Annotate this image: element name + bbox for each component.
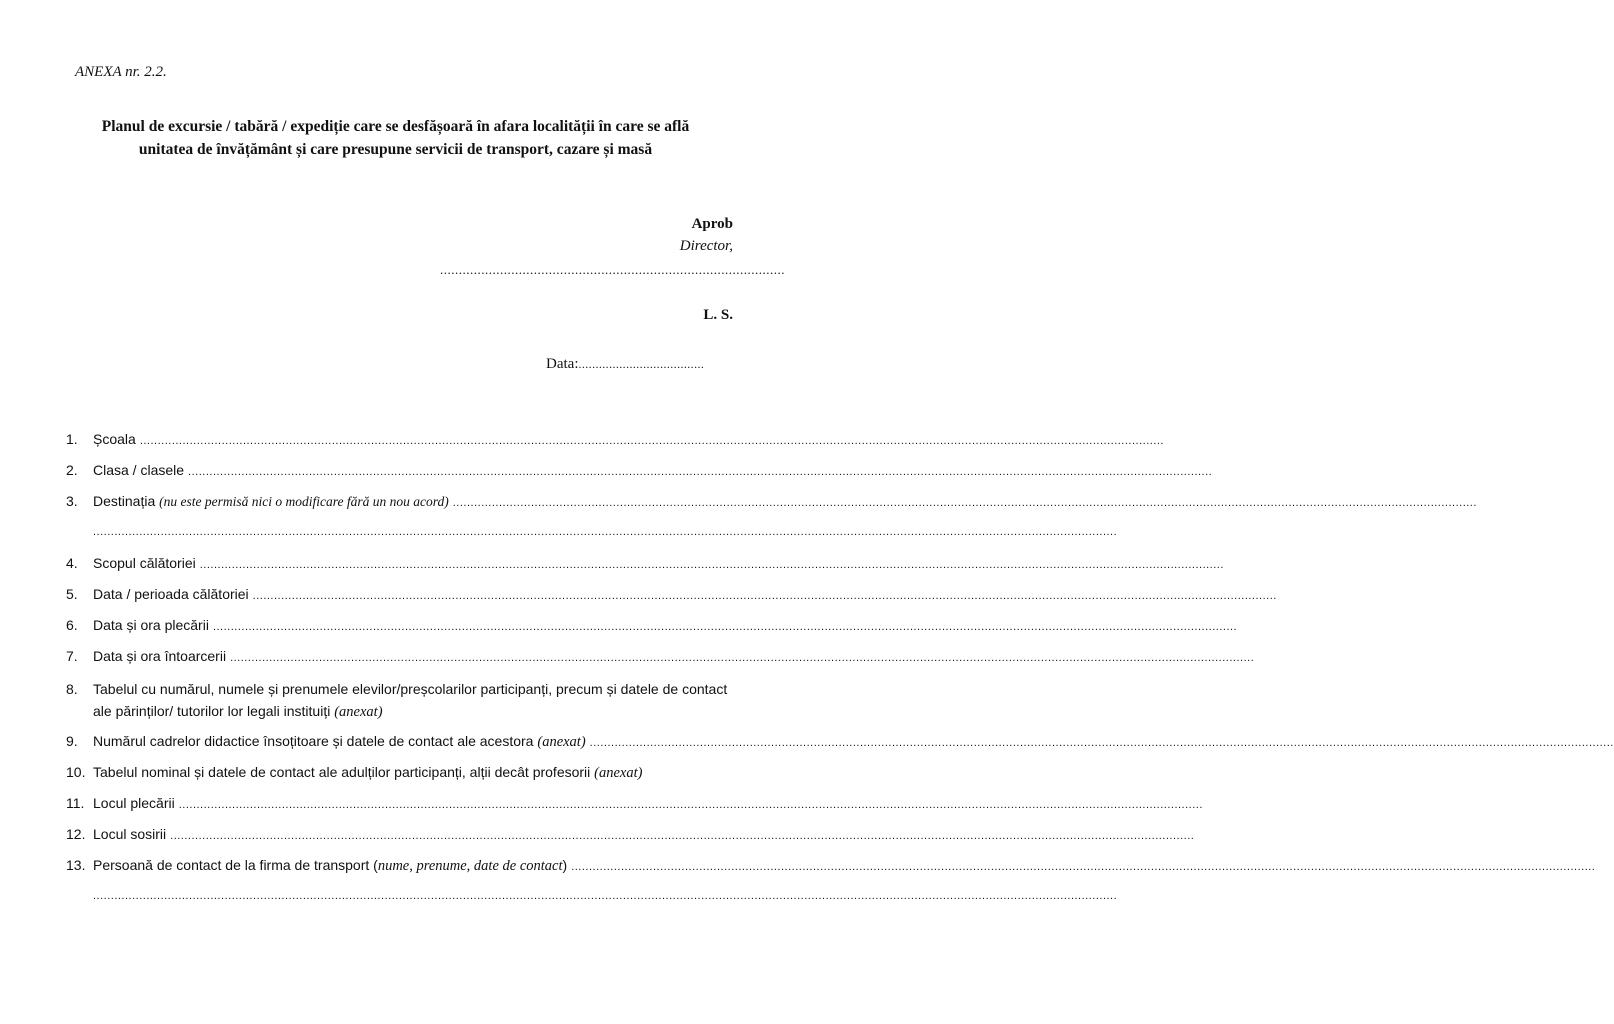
fill-line — [453, 488, 1477, 519]
continuation-line — [66, 881, 734, 912]
fill-line — [140, 426, 1164, 457]
item-label: Locul sosirii — [93, 826, 167, 842]
list-item — [66, 548, 734, 579]
item-label: Data și ora întoarcerii — [93, 648, 227, 664]
director-signature-line: ............................................................................................ — [440, 262, 785, 277]
item-number: 5. — [66, 586, 78, 602]
list-item — [66, 641, 734, 672]
item-number: 8. — [66, 681, 78, 697]
item-label: Școala — [93, 431, 136, 447]
fill-line — [213, 612, 1237, 643]
annex-number: ANEXA nr. 2.2. — [75, 64, 167, 80]
item-label: Destinația — [93, 493, 156, 509]
item-label: Scopul călătoriei — [93, 555, 196, 571]
item-number: 10. — [66, 764, 86, 780]
fill-line — [571, 852, 1595, 883]
fill-line — [170, 821, 1194, 852]
item-note: (anexat) — [334, 704, 383, 720]
item-label: Data și ora plecării — [93, 617, 209, 633]
list-item — [66, 788, 734, 819]
fill-line — [200, 550, 1224, 581]
title-line-1: Planul de excursie / tabără / expediție care se desfășoară în afara localității în care se află — [101, 118, 690, 135]
item-note: nume, prenume, date de contact — [377, 858, 563, 874]
list-item — [66, 672, 734, 726]
date-fill-line: ..................................... — [578, 357, 705, 371]
item-number: 7. — [66, 648, 78, 664]
item-label: Clasa / clasele — [93, 462, 185, 478]
approval-label: Aprob — [691, 216, 733, 232]
item-number: 11. — [66, 795, 85, 811]
list-item — [66, 579, 734, 610]
date-label: Data: — [546, 356, 579, 372]
item-number: 12. — [66, 826, 86, 842]
list-item — [66, 726, 734, 757]
item-label: Data / perioada călătoriei — [93, 586, 249, 602]
document-title — [60, 115, 731, 161]
item-number: 1. — [66, 431, 78, 447]
director-label: Director, — [679, 238, 733, 254]
fill-line — [590, 728, 1614, 759]
list-item — [66, 850, 734, 881]
title-line-2: unitatea de învățământ și care presupune servicii de transport, cazare și masă — [138, 141, 653, 158]
fill-line — [188, 457, 1212, 488]
item-label: Locul plecării — [93, 795, 175, 811]
item-label: Tabelul cu numărul, numele și prenumele elevilor/preșcolarilor participanți, precum și datele de contact ale părinților/ tutorilor lor legali instituiți — [93, 681, 728, 719]
continuation-line — [66, 517, 734, 548]
document-page — [0, 0, 791, 1024]
item-label: Tabelul nominal și datele de contact ale adulților participanți, alții decât profesorii — [93, 764, 591, 780]
list-item — [66, 819, 734, 850]
item-number: 13. — [66, 857, 86, 873]
item-note: (anexat) — [537, 734, 586, 750]
item-label: Numărul cadrelor didactice însoțitoare și datele de contact ale acestora — [93, 733, 534, 749]
item-note: (nu este permisă nici o modificare fără un nou acord) — [159, 494, 449, 509]
item-number: 2. — [66, 462, 78, 478]
item-number: 3. — [66, 493, 78, 509]
stamp-placeholder: L. S. — [703, 307, 733, 323]
item-label: Persoană de contact de la firma de transport ( — [93, 857, 378, 873]
list-item — [66, 610, 734, 641]
plan-items-list — [66, 424, 734, 912]
fill-line — [93, 517, 1117, 548]
list-item — [66, 455, 734, 486]
item-number: 6. — [66, 617, 78, 633]
list-item — [66, 486, 734, 517]
item-number: 4. — [66, 555, 78, 571]
item-text — [93, 678, 734, 723]
fill-line — [93, 881, 1117, 912]
list-item — [66, 757, 734, 788]
fill-line — [230, 643, 1254, 674]
item-note: (anexat) — [594, 765, 643, 781]
item-label-end: ) — [562, 857, 568, 873]
item-number: 9. — [66, 733, 78, 749]
fill-line — [179, 790, 1203, 821]
approval-block — [680, 213, 733, 257]
list-item — [66, 424, 734, 455]
fill-line — [253, 581, 1277, 612]
approval-date — [546, 356, 704, 373]
